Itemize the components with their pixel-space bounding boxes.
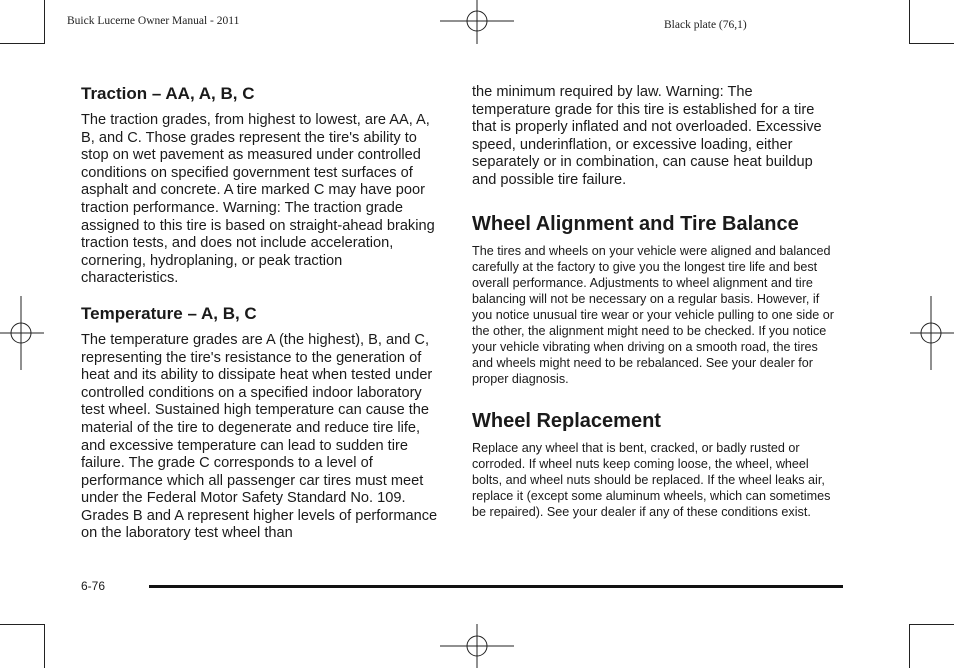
temperature-continuation-paragraph: the minimum required by law. Warning: The temperature grade for this tire is established for a tire that is properly inflated and not overloaded. Excessive speed, underinflation, or excessive loading, either separately or in combination, can cause heat buildup and possible tire failure.	[472, 84, 822, 188]
temperature-paragraph: The temperature grades are A (the highest), B, and C, representing the tire's resistance to the generation of heat and its ability to dissipate heat when tested under controlled conditions on a specified indoor laboratory test wheel. Sustained high temperature can cause the material of the tire to degenerate and reduce tire life, and excessive temperature can lead to sudden tire failure. The grade C corresponds to a level of performance which all passenger car tires must meet under the Federal Motor Safety Standard No. 109. Grades B and A represent higher levels of performance on the laboratory test wheel than	[81, 331, 438, 542]
registration-mark-top	[440, 0, 514, 44]
registration-mark-left	[0, 296, 44, 370]
wheel-alignment-paragraph: The tires and wheels on your vehicle were aligned and balanced carefully at the factory to give you the longest tire life and best overall performance. Adjustments to wheel alignment and tire balancing will not be necessary on a regular basis. However, if you notice unusual tire wear or your vehicle pulling to one side or the other, the alignment might need to be checked. If you notice your vehicle vibrating when driving on a smooth road, the tires and wheels might need to be rebalanced. See your dealer for proper diagnosis.	[472, 243, 834, 386]
wheel-replacement-heading: Wheel Replacement	[472, 409, 661, 432]
footer-rule	[149, 585, 843, 588]
registration-mark-right	[910, 296, 954, 370]
left-column	[81, 84, 443, 543]
running-header-plate: Black plate (76,1)	[664, 19, 747, 31]
page-number: 6-76	[81, 579, 106, 593]
running-header-title: Buick Lucerne Owner Manual - 2011	[67, 15, 240, 27]
registration-mark-bottom	[440, 624, 514, 668]
traction-heading: Traction – AA, A, B, C	[81, 84, 255, 103]
wheel-replacement-paragraph: Replace any wheel that is bent, cracked, or badly rusted or corroded. If wheel nuts keep coming loose, the wheel, wheel bolts, and wheel nuts should be replaced. If the wheel leaks air, replace it (except some aluminum wheels, which can sometimes be repaired). See your dealer if any of these conditions exist.	[472, 440, 831, 519]
temperature-heading: Temperature – A, B, C	[81, 303, 257, 323]
right-column	[472, 84, 834, 520]
traction-paragraph: The traction grades, from highest to lowest, are AA, A, B, and C. Those grades represent the tire's ability to stop on wet pavement as measured under controlled conditions on specified government test surfaces of asphalt and concrete. A tire marked C may have poor traction performance. Warning: The traction grade assigned to this tire is based on straight-ahead braking traction tests, and does not include acceleration, cornering, hydroplaning, or peak traction characteristics.	[81, 112, 435, 287]
wheel-alignment-heading: Wheel Alignment and Tire Balance	[472, 212, 799, 235]
